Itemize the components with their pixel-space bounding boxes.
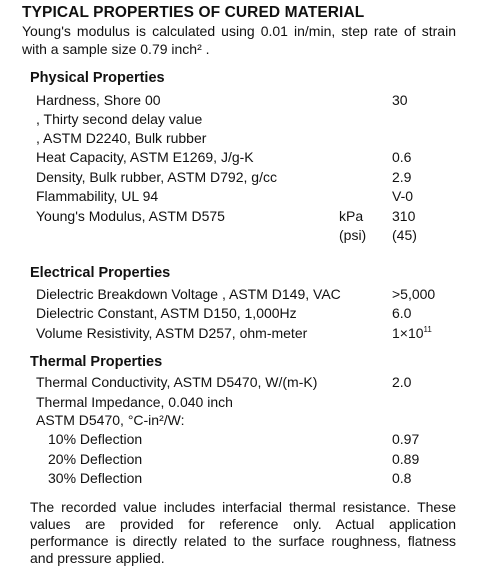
heat-capacity-value: 0.6	[392, 149, 412, 165]
deflection-30-value: 0.8	[392, 470, 412, 486]
youngs-unit-kpa: kPa	[339, 208, 364, 224]
youngs-unit-psi: (psi)	[339, 227, 367, 243]
footnote-paragraph: The recorded value includes interfacial thermal resistance. These values are provided for reference only. Actual application performance is directly related to the surface roughness, flatness and pressure applied.	[30, 499, 456, 566]
volume-resistivity-value	[392, 325, 432, 341]
dielectric-constant-label: Dielectric Constant, ASTM D150, 1,000Hz	[36, 305, 297, 321]
density-value: 2.9	[392, 169, 412, 185]
hardness-label-line3: , ASTM D2240, Bulk rubber	[36, 130, 207, 146]
deflection-10-label: 10% Deflection	[48, 431, 143, 447]
thermal-impedance-label-line2: ASTM D5470, °C-in²/W:	[36, 412, 185, 428]
hardness-value: 30	[392, 92, 408, 108]
youngs-value-psi: (45)	[392, 227, 417, 243]
breakdown-voltage-label: Dielectric Breakdown Voltage , ASTM D149, VAC	[36, 286, 341, 302]
heat-capacity-label: Heat Capacity, ASTM E1269, J/g-K	[36, 149, 254, 165]
dielectric-constant-value: 6.0	[392, 305, 412, 321]
thermal-conductivity-label: Thermal Conductivity, ASTM D5470, W/(m-K)	[36, 374, 318, 390]
thermal-properties-heading: Thermal Properties	[30, 354, 163, 370]
youngs-value-kpa: 310	[392, 208, 416, 224]
deflection-20-label: 20% Deflection	[48, 451, 143, 467]
youngs-modulus-label: Young's Modulus, ASTM D575	[36, 208, 225, 224]
flammability-label: Flammability, UL 94	[36, 188, 159, 204]
density-label: Density, Bulk rubber, ASTM D792, g/cc	[36, 169, 277, 185]
electrical-properties-heading: Electrical Properties	[30, 265, 171, 281]
volume-resistivity-label: Volume Resistivity, ASTM D257, ohm-meter	[36, 325, 308, 341]
deflection-20-value: 0.89	[392, 451, 420, 467]
physical-properties-heading: Physical Properties	[30, 70, 165, 86]
thermal-conductivity-value: 2.0	[392, 374, 412, 390]
document-title: TYPICAL PROPERTIES OF CURED MATERIAL	[22, 4, 365, 21]
hardness-label: Hardness, Shore 00	[36, 92, 161, 108]
thermal-impedance-label: Thermal Impedance, 0.040 inch	[36, 394, 233, 410]
deflection-30-label: 30% Deflection	[48, 470, 143, 486]
volume-resistivity-exponent: 11	[423, 325, 432, 334]
hardness-label-line2: , Thirty second delay value	[36, 111, 203, 127]
volume-resistivity-base: 1×10	[392, 325, 424, 341]
breakdown-voltage-value: >5,000	[392, 286, 436, 302]
intro-paragraph: Young's modulus is calculated using 0.01 in/min, step rate of strain with a sample size 0.79 inch² .	[22, 23, 456, 57]
deflection-10-value: 0.97	[392, 431, 420, 447]
flammability-value: V-0	[392, 188, 414, 204]
